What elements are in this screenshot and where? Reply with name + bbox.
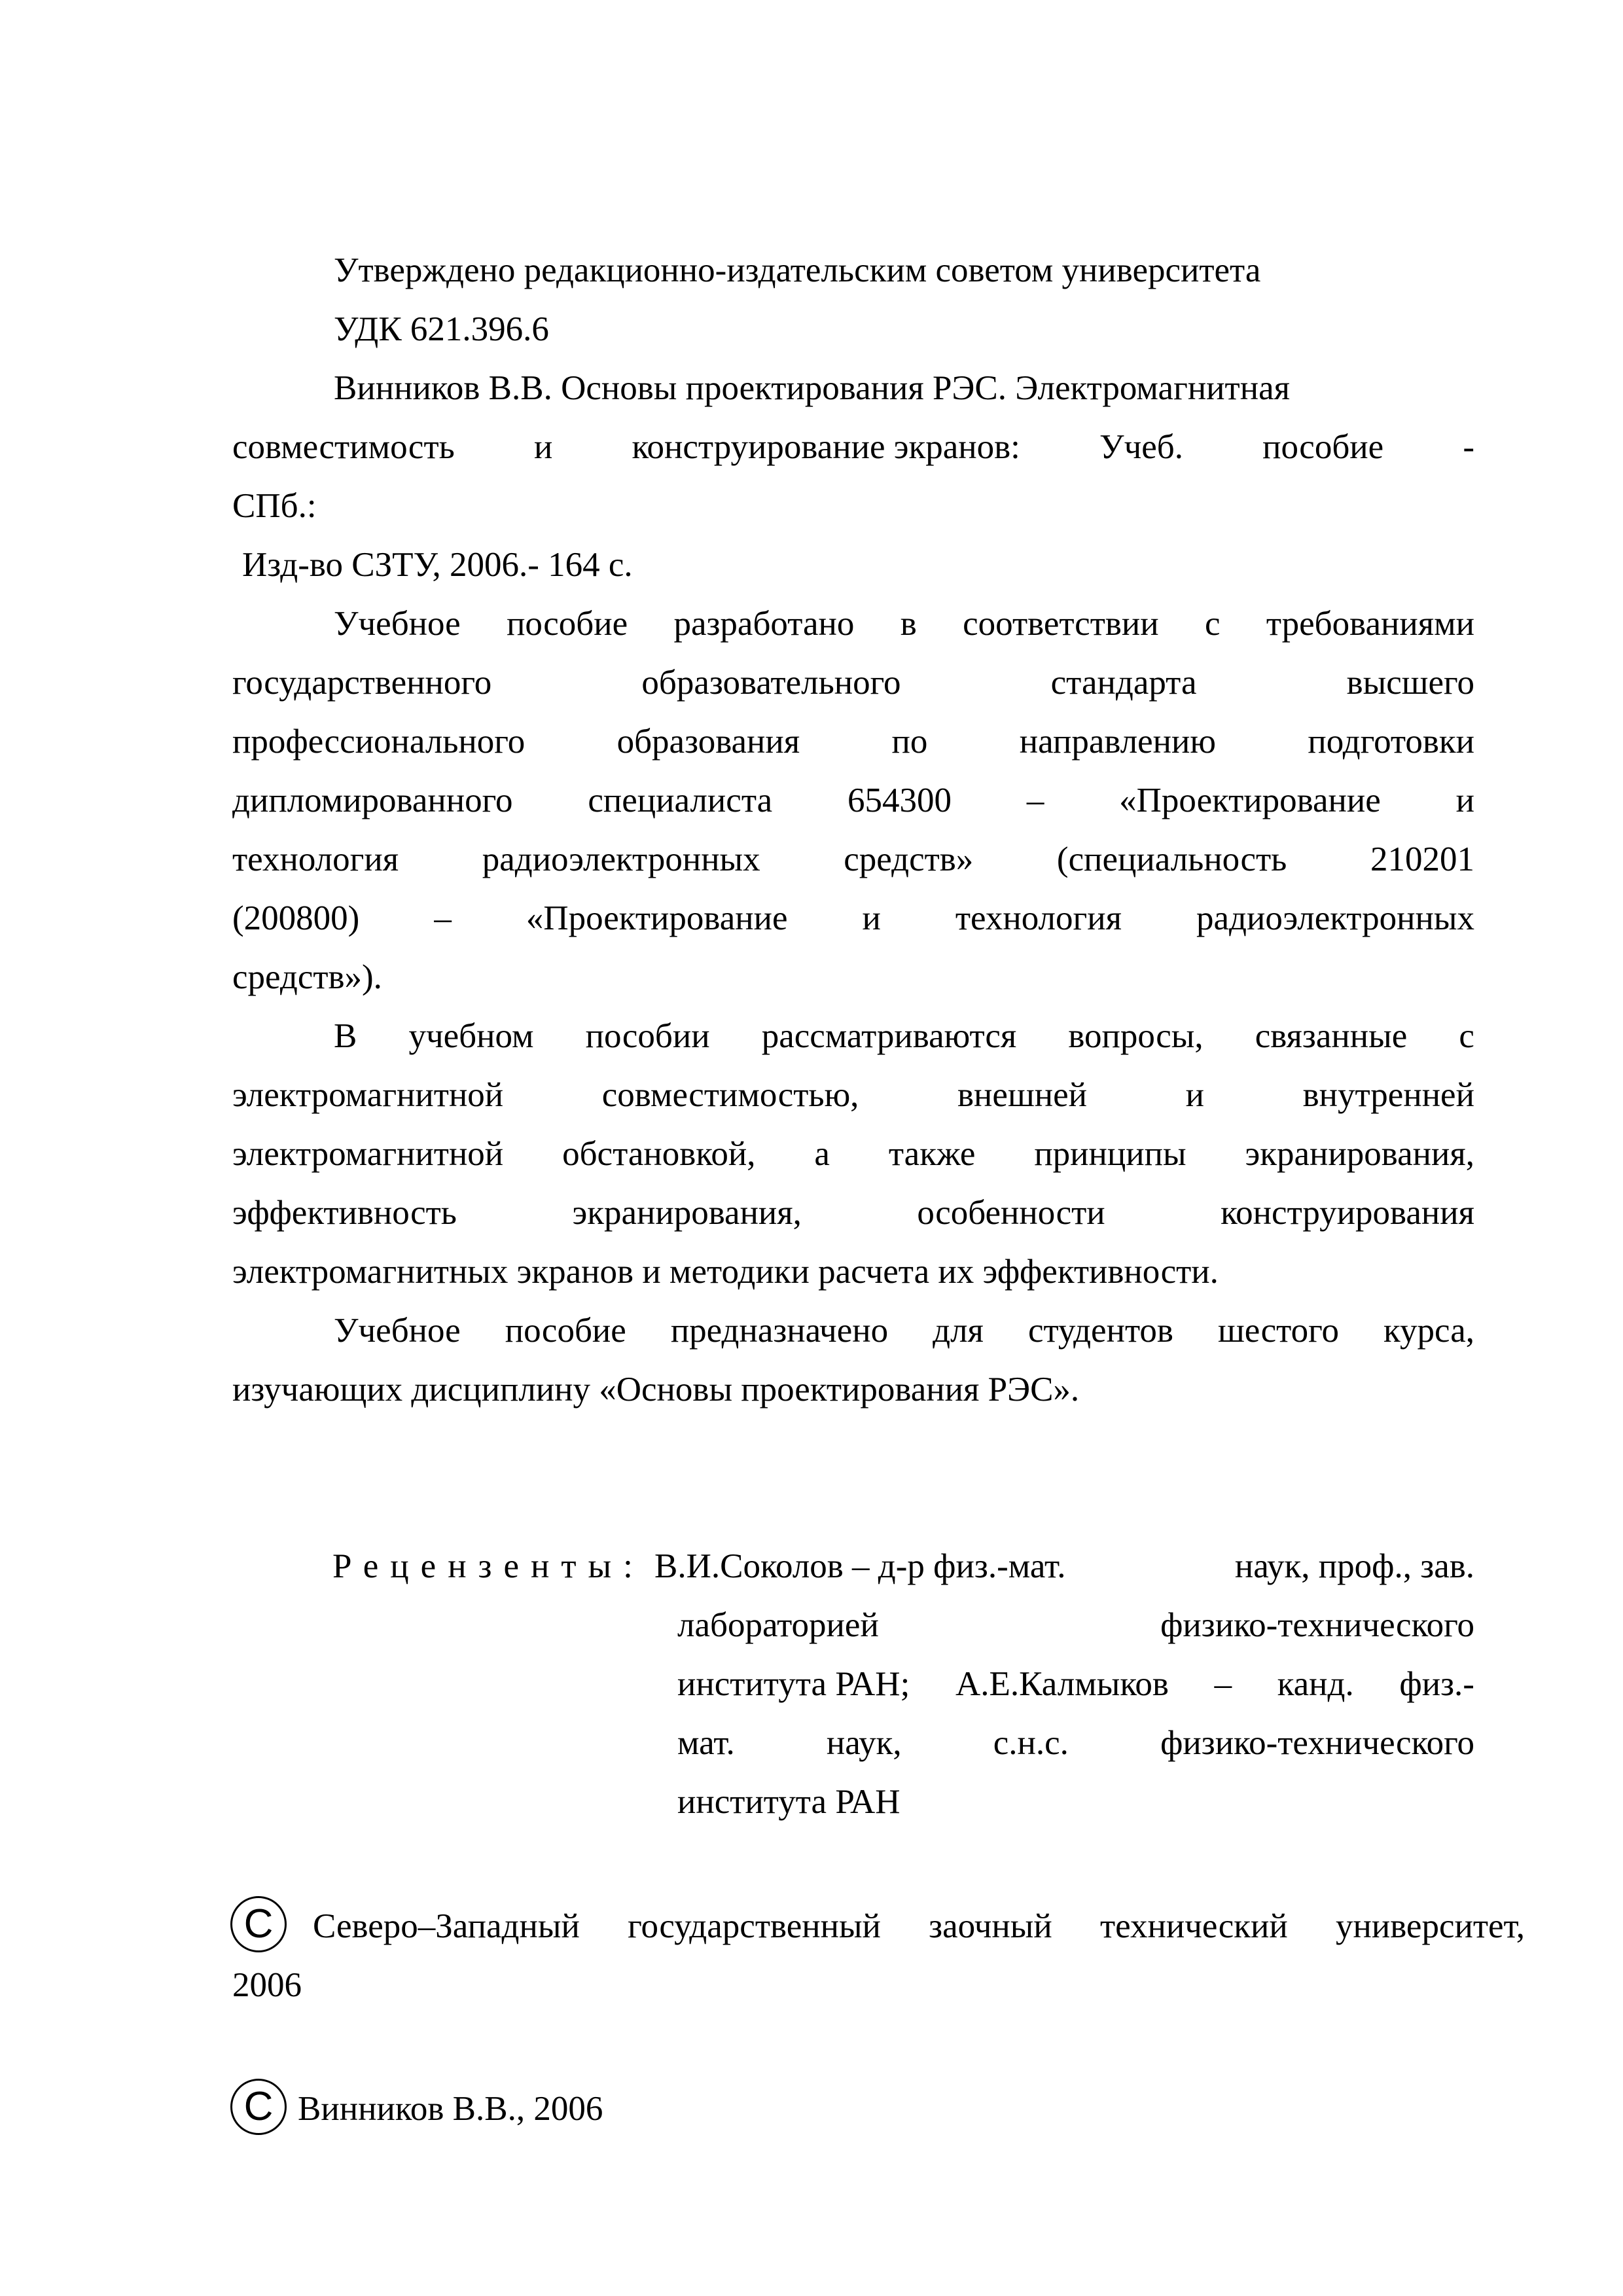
para1-line-7: средств»).	[232, 958, 382, 996]
reviewers-line-4	[677, 1713, 1474, 1772]
reviewers-label: Рецензенты:	[332, 1547, 645, 1585]
para2-line-2	[232, 1066, 1474, 1124]
word: физ.-	[1399, 1665, 1474, 1703]
word: образования	[616, 723, 800, 761]
citation-line-2	[232, 418, 1474, 476]
word: В	[334, 1017, 357, 1055]
word: внутренней	[1302, 1076, 1474, 1114]
para1-line-5	[232, 830, 1474, 889]
word: дипломированного	[232, 781, 513, 819]
word: (200800)	[232, 899, 360, 937]
word: государственного	[232, 664, 492, 702]
word: Учебное	[334, 605, 461, 643]
para1-line-1	[334, 594, 1474, 653]
word: государственный	[628, 1907, 881, 1945]
copyright1-line-2: 2006	[232, 1966, 302, 2004]
word: также	[888, 1135, 976, 1173]
word: для	[933, 1312, 984, 1350]
word: (специальность	[1056, 840, 1287, 878]
word: вопросы,	[1068, 1017, 1204, 1055]
word: с.н.с.	[993, 1724, 1069, 1762]
word: принципы	[1034, 1135, 1186, 1173]
word: университет,	[1335, 1907, 1525, 1945]
word: особенности	[917, 1194, 1105, 1232]
word: Учебное	[334, 1312, 461, 1350]
word: -	[1463, 428, 1474, 466]
word: –	[1026, 781, 1044, 819]
word: совместимость	[232, 428, 455, 466]
para2-line-5: электромагнитных экранов и методики расчета их эффективности.	[232, 1253, 1219, 1291]
word: шестого	[1217, 1312, 1340, 1350]
word: разработано	[673, 605, 855, 643]
reviewers-line-1	[654, 1537, 1474, 1596]
copyright1-line-1	[313, 1897, 1525, 1956]
copyright-icon: C	[230, 1896, 287, 1952]
word: обстановкой,	[562, 1135, 756, 1173]
copyright2-text: Винников В.В., 2006	[298, 2090, 603, 2128]
word: высшего	[1346, 664, 1474, 702]
word: и	[1455, 781, 1474, 819]
citation-line-4: Изд-во СЗТУ, 2006.- 164 с.	[242, 546, 633, 584]
word: внешней	[957, 1076, 1088, 1114]
word: 210201	[1370, 840, 1474, 878]
para2-line-3	[232, 1124, 1474, 1183]
word: пособие	[505, 1312, 626, 1350]
word: в	[900, 605, 917, 643]
word: Учеб.	[1099, 428, 1183, 466]
copyright-icon: C	[230, 2079, 287, 2135]
word: стандарта	[1050, 664, 1197, 702]
word: средств»	[844, 840, 974, 878]
word: экранирования,	[572, 1194, 802, 1232]
word: экранирования,	[1245, 1135, 1474, 1173]
reviewers-line-5: института РАН	[677, 1783, 901, 1821]
word: предназначено	[670, 1312, 889, 1350]
word: канд.	[1277, 1665, 1354, 1703]
word: мат.	[677, 1724, 735, 1762]
word: пособие	[507, 605, 628, 643]
word: конструирование экранов:	[632, 428, 1020, 466]
word: подготовки	[1308, 723, 1474, 761]
word: физико-технического	[1160, 1606, 1474, 1644]
approval-line: Утверждено редакционно-издательским советом университета	[334, 251, 1261, 289]
udk-code: УДК 621.396.6	[334, 310, 549, 348]
word: наук, проф., зав.	[1234, 1547, 1474, 1585]
word: и	[862, 899, 881, 937]
citation-line-1: Винников В.В. Основы проектирования РЭС. Электромагнитная	[334, 369, 1290, 407]
word: института РАН;	[677, 1665, 910, 1703]
word: и	[533, 428, 553, 466]
para1-line-6	[232, 889, 1474, 948]
word: технология	[232, 840, 399, 878]
word: соответствии	[963, 605, 1159, 643]
word: –	[434, 899, 452, 937]
para3-line-1	[334, 1301, 1474, 1360]
word: –	[1214, 1665, 1232, 1703]
word: «Проектирование	[526, 899, 788, 937]
word: специалиста	[588, 781, 773, 819]
word: наук,	[826, 1724, 902, 1762]
word: В.И.Соколов – д-р физ.-мат.	[654, 1547, 1066, 1585]
word: электромагнитной	[232, 1135, 504, 1173]
word: технический	[1100, 1907, 1288, 1945]
word: учебном	[408, 1017, 534, 1055]
word: требованиями	[1266, 605, 1474, 643]
word: с	[1459, 1017, 1474, 1055]
para1-line-2	[232, 653, 1474, 712]
word: направлению	[1019, 723, 1216, 761]
reviewers-line-3	[677, 1655, 1474, 1713]
para1-line-3	[232, 712, 1474, 771]
word: 654300	[847, 781, 952, 819]
word: пособии	[585, 1017, 710, 1055]
word: конструирования	[1221, 1194, 1474, 1232]
word: заочный	[929, 1907, 1052, 1945]
citation-line-3: СПб.:	[232, 487, 317, 525]
para3-line-2: изучающих дисциплину «Основы проектирования РЭС».	[232, 1371, 1080, 1408]
word: А.Е.Калмыков	[955, 1665, 1169, 1703]
word: и	[1185, 1076, 1204, 1114]
word: курса,	[1383, 1312, 1474, 1350]
reviewers-line-2	[677, 1596, 1474, 1655]
word: «Проектирование	[1119, 781, 1381, 819]
word: образовательного	[641, 664, 901, 702]
para1-line-4	[232, 771, 1474, 830]
word: лабораторией	[677, 1606, 879, 1644]
word: связанные	[1255, 1017, 1408, 1055]
word: рассматриваются	[761, 1017, 1017, 1055]
word: физико-технического	[1160, 1724, 1474, 1762]
word: по	[891, 723, 928, 761]
para2-line-4	[232, 1183, 1474, 1242]
word: профессионального	[232, 723, 526, 761]
word: с	[1204, 605, 1221, 643]
word: радиоэлектронных	[482, 840, 760, 878]
word: студентов	[1027, 1312, 1173, 1350]
word: пособие	[1262, 428, 1384, 466]
para2-line-1	[334, 1007, 1474, 1066]
word: а	[814, 1135, 830, 1173]
word: Северо–Западный	[313, 1907, 580, 1945]
word: радиоэлектронных	[1196, 899, 1474, 937]
word: совместимостью,	[601, 1076, 859, 1114]
word: электромагнитной	[232, 1076, 504, 1114]
word: технология	[955, 899, 1122, 937]
word: эффективность	[232, 1194, 457, 1232]
